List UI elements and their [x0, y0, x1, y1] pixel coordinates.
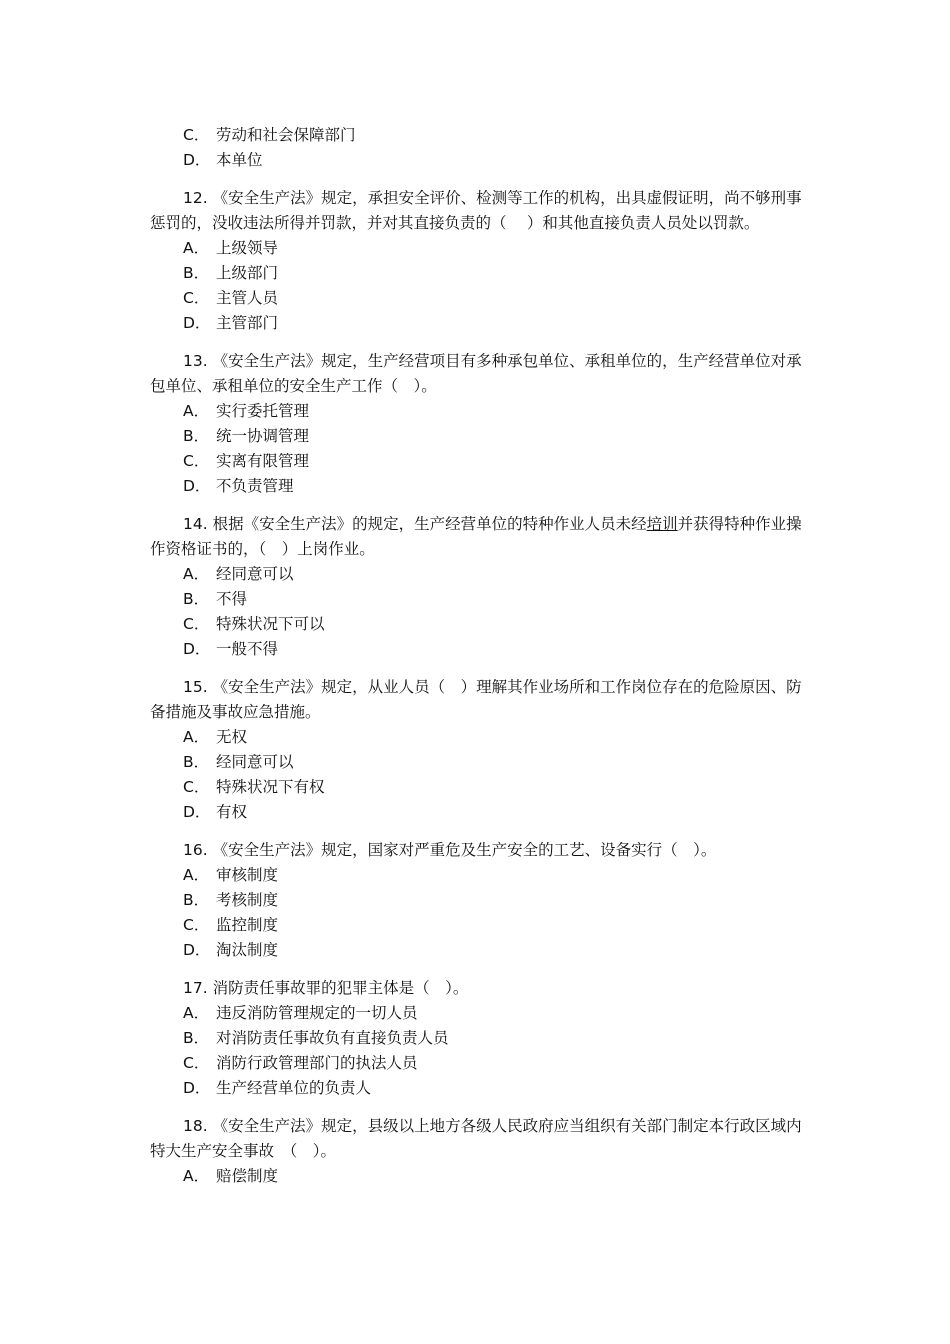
option-item: D． 不负责管理 — [183, 477, 294, 495]
option-item: C． 主管人员 — [183, 289, 279, 307]
option-item: A． 无权 — [183, 728, 248, 746]
question-12 — [150, 183, 805, 336]
option-item: C． 特殊状况下有权 — [183, 778, 325, 796]
option-item: B． 统一协调管理 — [183, 427, 310, 445]
question-stem: 17. 消防责任事故罪的犯罪主体是（ ）。 — [183, 979, 469, 997]
option-item: D． 有权 — [183, 803, 248, 821]
option-item: A． 实行委托管理 — [183, 402, 310, 420]
question-stem: 14. 根据《安全生产法》的规定，生产经营单位的特种作业人员未经培训并获得特种作业操作资格证书的，（ ）上岗作业。 — [150, 515, 802, 558]
option-item: C． 特殊状况下可以 — [183, 615, 325, 633]
question-14 — [150, 509, 805, 662]
option-item: A． 违反消防管理规定的一切人员 — [183, 1004, 418, 1022]
option-item: B． 不得 — [183, 590, 248, 608]
question-stem: 18. 《安全生产法》规定，县级以上地方各级人民政府应当组织有关部门制定本行政区域内特大生产安全事故 （ ）。 — [150, 1117, 802, 1160]
option-item: A． 上级领导 — [183, 239, 279, 257]
document-page — [150, 123, 805, 1189]
option-item: A． 经同意可以 — [183, 565, 294, 583]
option-item: C． 监控制度 — [183, 916, 279, 934]
question-18 — [150, 1111, 805, 1189]
option-item: D． 本单位 — [183, 151, 263, 169]
option-item: B． 上级部门 — [183, 264, 279, 282]
question-stem: 13. 《安全生产法》规定，生产经营项目有多种承包单位、承租单位的，生产经营单位对承包单位、承租单位的安全生产工作（ ）。 — [150, 352, 802, 395]
question-17 — [150, 973, 805, 1101]
option-item: C． 劳动和社会保障部门 — [183, 126, 356, 144]
question-stem: 15. 《安全生产法》规定，从业人员（ ）理解其作业场所和工作岗位存在的危险原因、防备措施及事故应急措施。 — [150, 678, 802, 721]
option-item: C． 实离有限管理 — [183, 452, 310, 470]
option-item: B． 考核制度 — [183, 891, 279, 909]
option-item: D． 淘汰制度 — [183, 941, 279, 959]
question-15 — [150, 672, 805, 825]
option-item: B． 对消防责任事故负有直接负责人员 — [183, 1029, 449, 1047]
option-item: A． 审核制度 — [183, 866, 279, 884]
option-item: D． 生产经营单位的负责人 — [183, 1079, 372, 1097]
question-stem: 16. 《安全生产法》规定，国家对严重危及生产安全的工艺、设备实行（ ）。 — [183, 841, 717, 859]
carryover-options — [150, 123, 805, 173]
option-item: C． 消防行政管理部门的执法人员 — [183, 1054, 418, 1072]
question-stem: 12. 《安全生产法》规定，承担安全评价、检测等工作的机构，出具虚假证明，尚不够刑事惩罚的，没收违法所得并罚款，并对其直接负责的（ ）和其他直接负责人员处以罚款。 — [150, 189, 802, 232]
question-13 — [150, 346, 805, 499]
option-item: B． 经同意可以 — [183, 753, 294, 771]
option-item: A． 赔偿制度 — [183, 1167, 279, 1185]
option-item: D． 主管部门 — [183, 314, 279, 332]
option-item: D． 一般不得 — [183, 640, 279, 658]
question-16 — [150, 835, 805, 963]
training-link[interactable]: 培训 — [646, 515, 678, 533]
